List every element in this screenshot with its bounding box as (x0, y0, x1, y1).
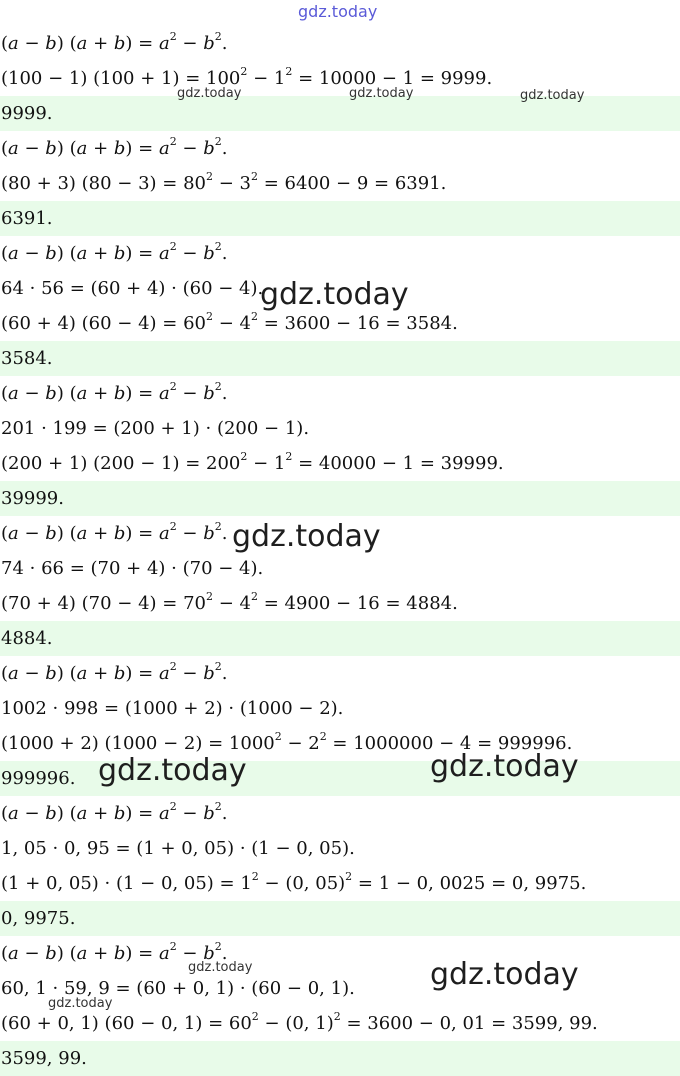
calculation-line (0, 831, 680, 866)
watermark-logo: gdz.today (188, 960, 253, 975)
identity-part: a (8, 33, 19, 54)
identity-part: a (158, 33, 170, 54)
identity-part: a (8, 663, 19, 684)
watermark-logo: gdz.today (48, 996, 113, 1011)
identity-part: a (8, 138, 19, 159)
identity-part: a (8, 523, 19, 544)
identity-part: 2 (169, 800, 177, 813)
identity-part: ) ( (56, 803, 77, 824)
identity-part: . (221, 33, 228, 54)
identity-part: ) ( (56, 663, 77, 684)
identity-part: a (158, 803, 170, 824)
identity-part: − (18, 803, 46, 824)
identity-part: 2 (214, 135, 222, 148)
identity-part: b (113, 383, 126, 404)
identity-part: ) ( (56, 243, 77, 264)
identity-part: 2 (169, 240, 177, 253)
identity-part: b (45, 243, 57, 264)
calculation-line (0, 586, 680, 621)
identity-part: 2 (169, 135, 177, 148)
identity-part: a (158, 243, 170, 264)
identity-part: . (221, 523, 228, 544)
exponent: 2 (206, 170, 214, 183)
identity-part: b (203, 383, 215, 404)
expression-text: = 1 − 0, 0025 = 0, 9975. (352, 873, 587, 894)
calculation-line (0, 551, 680, 586)
identity-part: . (221, 663, 228, 684)
expression-text: (100 − 1) (100 + 1) = 100 (1, 68, 241, 89)
identity-part: ( (1, 943, 9, 964)
expression-text: (60 + 0, 1) (60 − 0, 1) = 60 (1, 1013, 252, 1034)
identity-part: b (113, 523, 126, 544)
identity-part: a (76, 138, 88, 159)
expression-text: = 3600 − 0, 01 = 3599, 99. (340, 1013, 598, 1034)
watermark-logo: gdz.today (260, 277, 409, 312)
identity-part: 2 (169, 660, 177, 673)
expression-text: 1002 · 998 = (1000 + 2) · (1000 − 2). (1, 698, 344, 719)
identity-part: − (176, 523, 204, 544)
identity-part: a (158, 138, 170, 159)
exponent: 2 (251, 590, 258, 603)
identity-part: 2 (169, 380, 177, 393)
identity-line (0, 131, 680, 166)
identity-part: ( (1, 663, 9, 684)
identity-part: + (87, 663, 114, 684)
identity-part: b (45, 803, 57, 824)
expression-text: (80 + 3) (80 − 3) = 80 (1, 173, 207, 194)
answer-line (0, 481, 680, 516)
identity-line (0, 236, 680, 271)
identity-part: − (18, 943, 46, 964)
identity-part: − (176, 803, 204, 824)
expression-text: 60, 1 · 59, 9 = (60 + 0, 1) · (60 − 0, 1). (1, 978, 355, 999)
expression-text: = 4900 − 16 = 4884. (258, 593, 458, 614)
identity-part: ) = (125, 383, 159, 404)
answer-line (0, 901, 680, 936)
expression-text: (1000 + 2) (1000 − 2) = 1000 (1, 733, 275, 754)
watermark-logo: gdz.today (520, 88, 585, 103)
calculation-line (0, 691, 680, 726)
identity-part: + (87, 243, 114, 264)
identity-part: ( (1, 523, 9, 544)
answer-text: 0, 9975. (1, 908, 76, 929)
identity-part: ) = (125, 943, 159, 964)
expression-text: − 1 (247, 68, 286, 89)
exponent: 2 (240, 450, 248, 463)
exponent: 2 (206, 310, 214, 323)
answer-text: 6391. (1, 208, 53, 229)
exponent: 2 (251, 1010, 259, 1023)
identity-part: ) ( (56, 33, 77, 54)
expression-text: 64 · 56 = (60 + 4) · (60 − 4). (1, 278, 264, 299)
identity-part: − (18, 243, 46, 264)
calculation-line (0, 411, 680, 446)
identity-part: 2 (169, 940, 177, 953)
identity-part: a (76, 803, 88, 824)
exponent: 2 (333, 1010, 341, 1023)
expression-text: (1 + 0, 05) · (1 − 0, 05) = 1 (1, 873, 252, 894)
answer-text: 999996. (1, 768, 76, 789)
exponent: 2 (285, 65, 293, 78)
identity-part: a (76, 523, 88, 544)
exponent: 2 (274, 730, 282, 743)
identity-part: ) ( (56, 383, 77, 404)
identity-part: b (113, 138, 126, 159)
identity-part: 2 (214, 940, 222, 953)
watermark-logo: gdz.today (98, 753, 247, 788)
identity-part: a (8, 383, 19, 404)
identity-part: ) = (125, 663, 159, 684)
identity-part: a (158, 663, 170, 684)
identity-part: ) ( (56, 943, 77, 964)
identity-part: ( (1, 803, 9, 824)
identity-part: a (76, 663, 88, 684)
watermark-logo: gdz.today (232, 519, 381, 554)
identity-part: + (87, 138, 114, 159)
watermark-logo: gdz.today (349, 86, 414, 101)
identity-part: a (158, 523, 170, 544)
answer-line (0, 341, 680, 376)
calculation-line (0, 166, 680, 201)
expression-text: − 4 (213, 313, 251, 334)
identity-part: − (18, 383, 46, 404)
identity-part: − (176, 943, 204, 964)
identity-line (0, 796, 680, 831)
identity-part: a (158, 943, 170, 964)
identity-part: ( (1, 383, 9, 404)
answer-text: 3584. (1, 348, 53, 369)
expression-text: = 6400 − 9 = 6391. (258, 173, 447, 194)
exponent: 2 (251, 170, 258, 183)
identity-part: a (76, 943, 88, 964)
answer-text: 9999. (1, 103, 53, 124)
identity-part: 2 (214, 660, 222, 673)
identity-part: b (45, 383, 57, 404)
identity-part: ) = (125, 243, 159, 264)
identity-part: ) ( (56, 138, 77, 159)
expression-text: 74 · 66 = (70 + 4) · (70 − 4). (1, 558, 264, 579)
identity-part: − (176, 33, 204, 54)
identity-part: + (87, 943, 114, 964)
expression-text: = 1000000 − 4 = 999996. (326, 733, 573, 754)
identity-part: . (221, 383, 228, 404)
identity-part: 2 (214, 380, 222, 393)
identity-part: ( (1, 33, 9, 54)
expression-text: − (0, 1) (258, 1013, 334, 1034)
expression-text: = 40000 − 1 = 39999. (292, 453, 504, 474)
identity-part: ( (1, 138, 9, 159)
calculation-line (0, 1006, 680, 1041)
identity-part: 2 (169, 520, 177, 533)
identity-part: b (203, 803, 215, 824)
identity-part: b (45, 943, 57, 964)
identity-part: b (203, 243, 215, 264)
identity-part: b (203, 33, 215, 54)
identity-part: a (76, 383, 88, 404)
expression-text: (60 + 4) (60 − 4) = 60 (1, 313, 207, 334)
identity-part: + (87, 33, 114, 54)
identity-part: − (176, 383, 204, 404)
identity-part: − (176, 663, 204, 684)
identity-part: − (18, 138, 46, 159)
identity-part: 2 (214, 30, 222, 43)
expression-text: − (0, 05) (258, 873, 346, 894)
expression-text: − 3 (213, 173, 251, 194)
identity-part: a (76, 33, 88, 54)
identity-part: − (176, 243, 204, 264)
identity-line (0, 26, 680, 61)
watermark-logo: gdz.today (177, 86, 242, 101)
identity-part: . (221, 803, 228, 824)
expression-text: 201 · 199 = (200 + 1) · (200 − 1). (1, 418, 310, 439)
identity-part: a (8, 943, 19, 964)
identity-part: b (45, 523, 57, 544)
identity-part: − (176, 138, 204, 159)
expression-text: (200 + 1) (200 − 1) = 200 (1, 453, 241, 474)
identity-part: b (45, 33, 57, 54)
exponent: 2 (251, 310, 258, 323)
identity-part: ) = (125, 33, 159, 54)
identity-part: b (113, 33, 126, 54)
exponent: 2 (251, 870, 259, 883)
answer-text: 39999. (1, 488, 64, 509)
expression-text: − 2 (281, 733, 320, 754)
identity-part: − (18, 33, 46, 54)
expression-text: 1, 05 · 0, 95 = (1 + 0, 05) · (1 − 0, 05). (1, 838, 355, 859)
identity-part: a (8, 803, 19, 824)
answer-text: 4884. (1, 628, 53, 649)
identity-part: b (113, 663, 126, 684)
calculation-line (0, 866, 680, 901)
identity-part: b (45, 138, 57, 159)
identity-part: a (8, 243, 19, 264)
identity-part: ) = (125, 803, 159, 824)
watermark-logo: gdz.today (430, 749, 579, 784)
identity-part: b (203, 943, 215, 964)
identity-part: b (203, 138, 215, 159)
exponent: 2 (206, 590, 214, 603)
identity-part: 2 (214, 520, 222, 533)
calculation-line (0, 446, 680, 481)
identity-part: 2 (214, 240, 222, 253)
expression-text: − 1 (247, 453, 286, 474)
identity-part: b (45, 663, 57, 684)
identity-part: ) = (125, 523, 159, 544)
identity-part: b (113, 943, 126, 964)
identity-part: 2 (214, 800, 222, 813)
expression-text: = 10000 − 1 = 9999. (292, 68, 493, 89)
identity-line (0, 656, 680, 691)
identity-part: b (113, 803, 126, 824)
identity-part: 2 (169, 30, 177, 43)
identity-part: − (18, 523, 46, 544)
identity-part: + (87, 523, 114, 544)
identity-part: a (76, 243, 88, 264)
answer-line (0, 621, 680, 656)
identity-part: b (113, 243, 126, 264)
expression-text: (70 + 4) (70 − 4) = 70 (1, 593, 207, 614)
identity-part: b (203, 523, 215, 544)
expression-text: = 3600 − 16 = 3584. (258, 313, 458, 334)
identity-part: − (18, 663, 46, 684)
identity-part: + (87, 803, 114, 824)
exponent: 2 (319, 730, 327, 743)
identity-part: ( (1, 243, 9, 264)
answer-line (0, 201, 680, 236)
identity-part: b (203, 663, 215, 684)
exponent: 2 (285, 450, 293, 463)
identity-part: . (221, 243, 228, 264)
identity-part: . (221, 943, 228, 964)
identity-part: + (87, 383, 114, 404)
identity-line (0, 376, 680, 411)
watermark-logo: gdz.today (298, 2, 378, 21)
identity-part: a (158, 383, 170, 404)
identity-part: ) = (125, 138, 159, 159)
answer-line (0, 1041, 680, 1076)
exponent: 2 (240, 65, 248, 78)
expression-text: − 4 (213, 593, 251, 614)
identity-part: ) ( (56, 523, 77, 544)
identity-part: . (221, 138, 228, 159)
watermark-logo: gdz.today (430, 957, 579, 992)
answer-text: 3599, 99. (1, 1048, 87, 1069)
exponent: 2 (345, 870, 353, 883)
